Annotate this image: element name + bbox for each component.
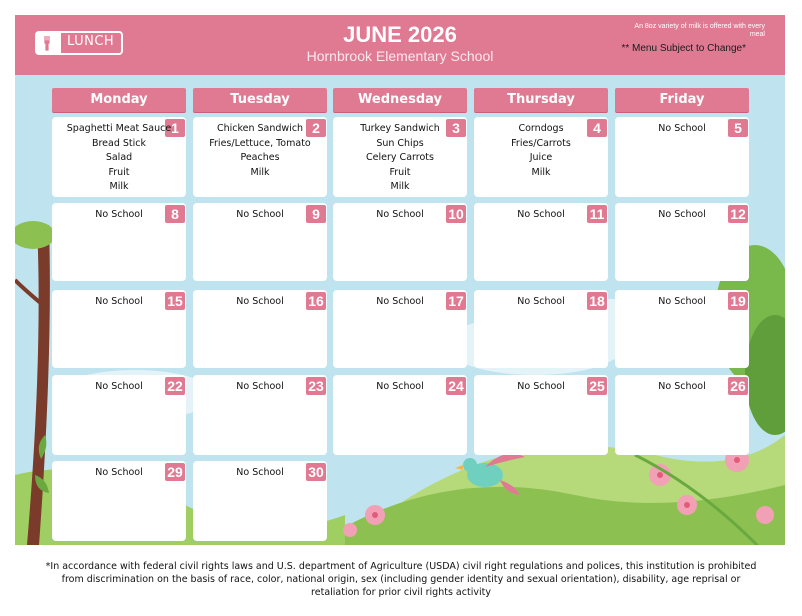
day-cell bbox=[333, 203, 467, 281]
menu-items bbox=[193, 295, 327, 310]
menu-items bbox=[333, 122, 467, 195]
menu-items bbox=[333, 380, 467, 395]
menu-item: Milk bbox=[531, 166, 551, 178]
menu-items bbox=[615, 122, 749, 137]
menu-item: No School bbox=[517, 381, 565, 392]
menu-item: No School bbox=[236, 296, 284, 307]
menu-items bbox=[615, 380, 749, 395]
day-cell bbox=[615, 203, 749, 281]
date-number: 15 bbox=[165, 292, 185, 310]
day-cell bbox=[193, 203, 327, 281]
menu-item: Bread Stick bbox=[91, 137, 147, 149]
date-number: 2 bbox=[306, 119, 326, 137]
menu-items bbox=[52, 380, 186, 395]
menu-item: No School bbox=[517, 209, 565, 220]
menu-item: Salad bbox=[105, 152, 133, 163]
menu-item: No School bbox=[95, 381, 143, 392]
menu-item: Spaghetti Meat Sauce bbox=[66, 123, 172, 134]
date-number: 30 bbox=[306, 463, 326, 481]
date-number: 25 bbox=[587, 377, 607, 395]
date-number: 22 bbox=[165, 377, 185, 395]
menu-item: Fries/Carrots bbox=[511, 137, 571, 149]
day-cell bbox=[193, 117, 327, 197]
menu-item: No School bbox=[658, 123, 706, 134]
menu-items bbox=[474, 380, 608, 395]
day-cell bbox=[333, 290, 467, 368]
menu-item: No School bbox=[236, 467, 284, 478]
logo-label: LUNCH bbox=[67, 34, 115, 49]
menu-items bbox=[193, 466, 327, 481]
date-number: 17 bbox=[446, 292, 466, 310]
menu-items bbox=[52, 466, 186, 481]
day-cell bbox=[52, 117, 186, 197]
day-cell bbox=[193, 461, 327, 541]
menu-items bbox=[333, 295, 467, 310]
date-number: 24 bbox=[446, 377, 466, 395]
day-cell bbox=[615, 117, 749, 197]
page-title: JUNE 2026 bbox=[343, 22, 457, 47]
day-cell bbox=[333, 375, 467, 455]
menu-items bbox=[615, 295, 749, 310]
day-cell bbox=[474, 290, 608, 368]
menu-items bbox=[474, 122, 608, 180]
menu-item: Chicken Sandwich bbox=[216, 123, 304, 134]
menu-items bbox=[474, 208, 608, 223]
menu-item: Milk bbox=[390, 181, 410, 192]
date-number: 9 bbox=[306, 205, 326, 223]
menu-item: No School bbox=[236, 381, 284, 392]
menu-item: No School bbox=[95, 296, 143, 307]
menu-item: No School bbox=[376, 296, 424, 307]
day-cell bbox=[52, 290, 186, 368]
menu-item: Milk bbox=[250, 166, 270, 178]
menu-item: No School bbox=[95, 209, 143, 220]
date-number: 18 bbox=[587, 292, 607, 310]
date-number: 10 bbox=[446, 205, 466, 223]
day-cell bbox=[52, 203, 186, 281]
menu-items bbox=[474, 295, 608, 310]
date-number: 23 bbox=[306, 377, 326, 395]
menu-item: No School bbox=[236, 209, 284, 220]
date-number: 11 bbox=[587, 205, 607, 223]
day-cell bbox=[193, 375, 327, 455]
menu-item: Turkey Sandwich bbox=[360, 123, 440, 134]
menu-item: Peaches bbox=[240, 152, 280, 163]
menu-items bbox=[52, 295, 186, 310]
date-number: 19 bbox=[728, 292, 748, 310]
menu-items bbox=[333, 208, 467, 223]
day-header-thursday: Thursday bbox=[474, 88, 608, 112]
date-number: 8 bbox=[165, 205, 185, 223]
menu-item: Fries/Lettuce, Tomato bbox=[209, 137, 311, 149]
menu-item: No School bbox=[376, 381, 424, 392]
date-number: 4 bbox=[587, 119, 607, 137]
menu-items bbox=[52, 122, 186, 195]
menu-items bbox=[52, 208, 186, 223]
day-header-wednesday: Wednesday bbox=[333, 88, 467, 112]
date-number: 12 bbox=[728, 205, 748, 223]
day-cell bbox=[474, 375, 608, 455]
day-cell bbox=[615, 375, 749, 455]
menu-item: No School bbox=[376, 209, 424, 220]
date-number: 1 bbox=[165, 119, 185, 137]
menu-items bbox=[193, 380, 327, 395]
header-banner bbox=[15, 15, 785, 75]
day-cell bbox=[52, 461, 186, 541]
menu-items bbox=[615, 208, 749, 223]
menu-item: No School bbox=[95, 467, 143, 478]
menu-item: No School bbox=[658, 209, 706, 220]
milk-note: An 8oz variety of milk is offered with every meal bbox=[634, 23, 765, 38]
date-number: 26 bbox=[728, 377, 748, 395]
menu-change-note: ** Menu Subject to Change* bbox=[621, 43, 746, 54]
menu-item: Milk bbox=[109, 181, 129, 192]
day-cell bbox=[52, 375, 186, 455]
nondiscrimination-statement: *In accordance with federal civil rights laws and U.S. department of Agriculture (USDA) civil right regulations and polices, this institution is prohibited from discrimination on the basis of race, color, national origin, sex (including gender identity and sexual orientation), disability, age reprisal or retaliation for prior civil rights activity bbox=[45, 561, 757, 598]
menu-item: Fruit bbox=[108, 166, 130, 178]
day-cell bbox=[474, 203, 608, 281]
day-cell bbox=[474, 117, 608, 197]
menu-item: Sun Chips bbox=[376, 137, 424, 149]
menu-item: No School bbox=[658, 381, 706, 392]
menu-item: Fruit bbox=[389, 166, 411, 178]
date-number: 16 bbox=[306, 292, 326, 310]
day-header-friday: Friday bbox=[615, 88, 749, 112]
day-header-monday: Monday bbox=[52, 88, 186, 112]
school-name: Hornbrook Elementary School bbox=[306, 48, 494, 64]
menu-item: No School bbox=[658, 296, 706, 307]
date-number: 3 bbox=[446, 119, 466, 137]
date-number: 29 bbox=[165, 463, 185, 481]
menu-item: No School bbox=[517, 296, 565, 307]
date-number: 5 bbox=[728, 119, 748, 137]
menu-item: Celery Carrots bbox=[366, 152, 434, 163]
menu-item: Juice bbox=[529, 152, 553, 163]
menu-items bbox=[193, 122, 327, 180]
day-cell bbox=[193, 290, 327, 368]
menu-item: Corndogs bbox=[518, 123, 564, 134]
menu-items bbox=[193, 208, 327, 223]
day-cell bbox=[615, 290, 749, 368]
day-cell bbox=[333, 117, 467, 197]
day-header-tuesday: Tuesday bbox=[193, 88, 327, 112]
